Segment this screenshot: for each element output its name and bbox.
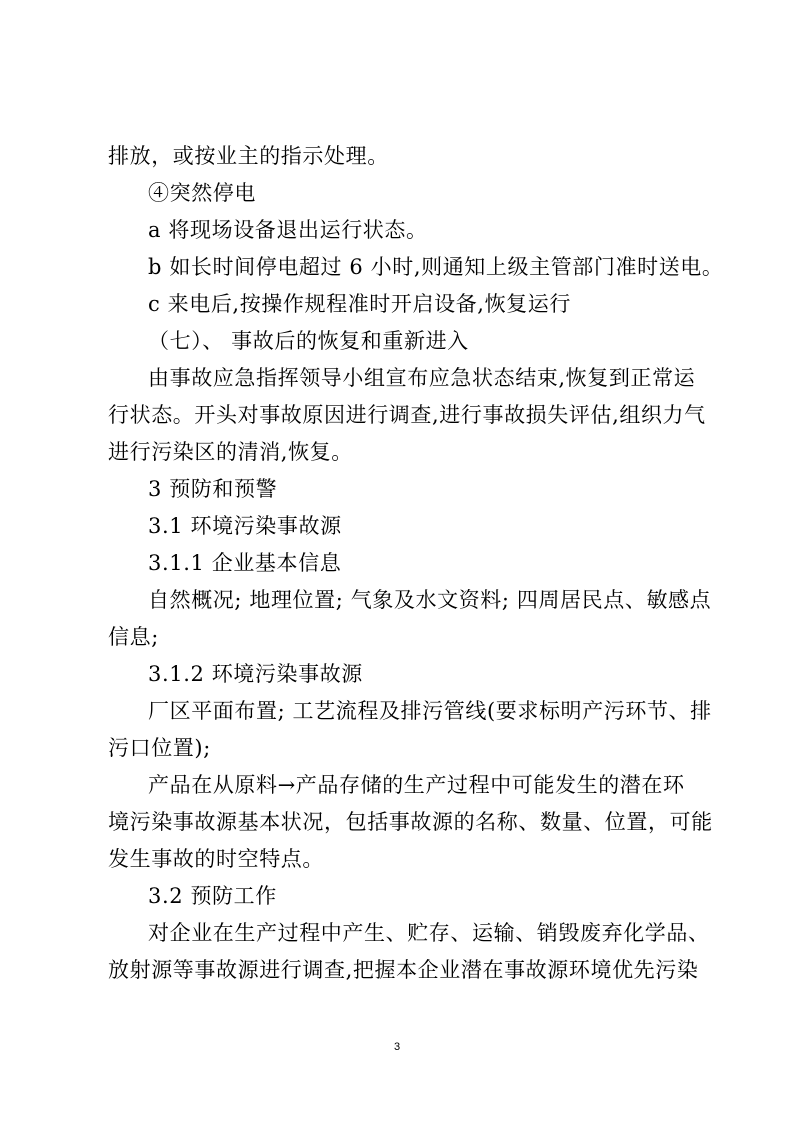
text-line: 放射源等事故源进行调查,把握本企业潜在事故源环境优先污染 <box>108 958 699 982</box>
text-line: 污口位置); <box>108 736 211 760</box>
section-heading: 3 预防和预警 <box>148 477 278 501</box>
text-line: 产品在从原料→产品存储的生产过程中可能发生的潜在环 <box>148 773 685 797</box>
page-number: 3 <box>393 1041 401 1053</box>
text-line: 境污染事故源基本状况，包括事故源的名称、数量、位置，可能 <box>108 810 713 834</box>
text-line: 进行污染区的清消,恢复。 <box>108 440 353 464</box>
section-heading: 3.1 环境污染事故源 <box>148 514 342 538</box>
text-line: 行状态。开头对事故原因进行调查,进行事故损失评估,组织力气 <box>108 403 706 427</box>
text-line: b 如长时间停电超过 6 小时,则通知上级主管部门准时送电。 <box>148 255 724 279</box>
section-heading: 3.2 预防工作 <box>148 884 277 908</box>
text-line: 对企业在生产过程中产生、贮存、运输、销毁废弃化学品、 <box>148 921 710 945</box>
section-heading: （七）、 事故后的恢复和重新进入 <box>148 329 469 353</box>
text-line: 厂区平面布置; 工艺流程及排污管线(要求标明产污环节、排 <box>148 699 712 723</box>
text-line: 排放，或按业主的指示处理。 <box>108 144 389 168</box>
text-line: a 将现场设备退出运行状态。 <box>148 218 428 242</box>
section-heading: 3.1.2 环境污染事故源 <box>148 662 363 686</box>
text-line: c 来电后,按操作规程准时开启设备,恢复运行 <box>148 292 571 316</box>
text-line: 由事故应急指挥领导小组宣布应急状态结束,恢复到正常运 <box>148 366 696 390</box>
text-line: 发生事故的时空特点。 <box>108 847 324 871</box>
text-line: 自然概况; 地理位置; 气象及水文资料; 四周居民点、敏感点 <box>148 588 712 612</box>
section-heading: 3.1.1 企业基本信息 <box>148 551 342 575</box>
text-line: 信息; <box>108 625 159 649</box>
text-line: ④突然停电 <box>148 181 256 205</box>
